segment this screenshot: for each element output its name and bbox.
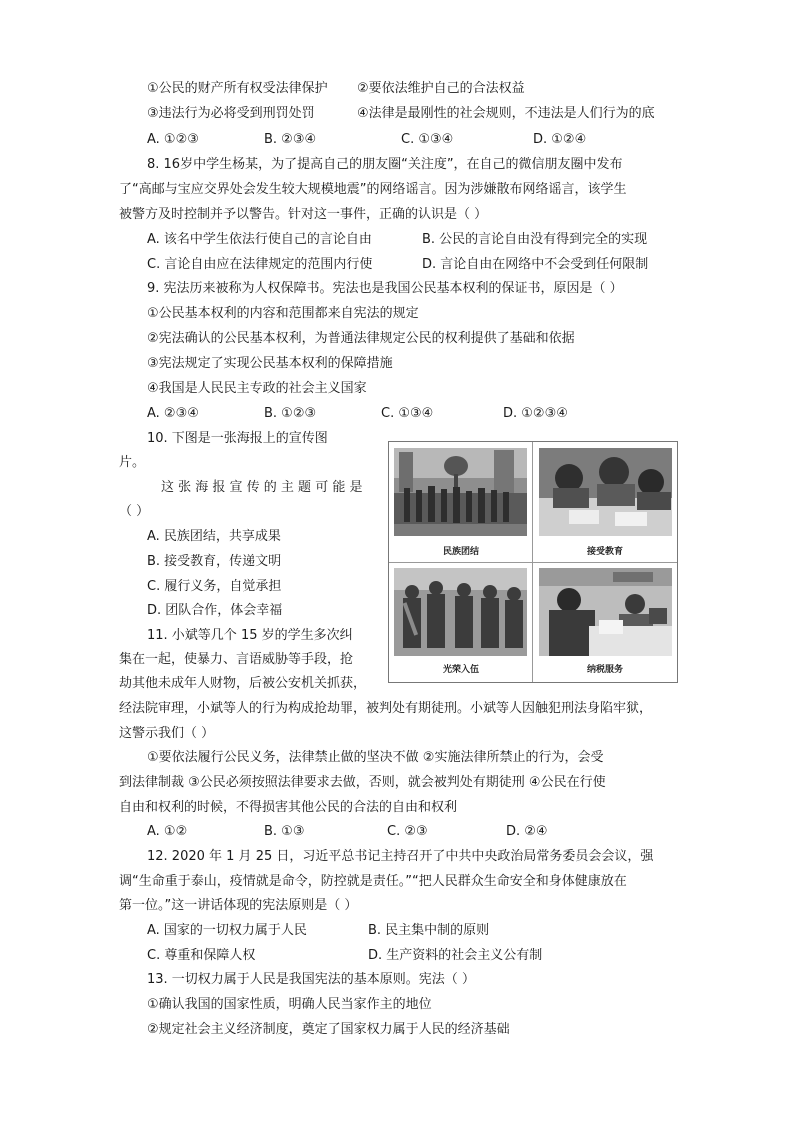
q8-option-a: A. 该名中学生依法行使自己的言论自由 (147, 232, 372, 247)
q7-statement-3: ③违法行为必将受到刑罚处罚 (147, 106, 315, 121)
q10-option-b: B. 接受教育，传递文明 (147, 554, 282, 569)
q13-statement-1: ①确认我国的国家性质，明确人民当家作主的地位 (147, 997, 432, 1012)
q11-statements-line-2: 到法律制裁 ③公民必须按照法律要求去做，否则，就会被判处有期徒刑 ④公民在行使 (119, 775, 606, 790)
q11-stem-line-5: 这警示我们（ ） (119, 726, 215, 741)
q7-option-d: D. ①②④ (533, 132, 587, 147)
q7-options (147, 131, 647, 149)
q7-statement-4: ④法律是最刚性的社会规则，不违法是人们行为的底 (357, 106, 655, 121)
poster-caption-3: 光荣入伍 (442, 665, 479, 675)
q9-statement-3: ③宪法规定了实现公民基本权利的保障措施 (147, 356, 393, 371)
q11-stem-line-4: 经法院审理，小斌等人的行为构成抢劫罪，被判处有期徒刑。小斌等人因触犯刑法身陷牢狱， (119, 701, 653, 716)
q7-option-c: C. ①③④ (401, 132, 454, 147)
q12-stem-line-1: 12. 2020 年 1 月 25 日，习近平总书记主持召开了中共中央政治局常务委员会会议，强 (147, 849, 654, 864)
photo-military-enlistment (394, 568, 527, 656)
photo-education (539, 448, 672, 536)
q10-stem-line-4: （ ） (119, 504, 150, 519)
q11-stem-line-2: 集在一起，使暴力、言语威胁等手段，抢 (119, 652, 354, 667)
poster-divider-horizontal (389, 562, 677, 563)
q10-stem-line-2: 片。 (119, 455, 146, 470)
q10-stem-line-1: 10. 下图是一张海报上的宣传图 (147, 431, 328, 446)
q8-option-c: C. 言论自由应在法律规定的范围内行使 (147, 257, 373, 272)
q12-option-b: B. 民主集中制的原则 (368, 923, 490, 938)
q9-statement-4: ④我国是人民民主专政的社会主义国家 (147, 381, 367, 396)
q11-option-a: A. ①② (147, 824, 188, 839)
q8-stem-line-1: 8. 16岁中学生杨某，为了提高自己的朋友圈“关注度”，在自己的微信朋友圈中发布 (147, 157, 623, 172)
q10-stem-line-3: 这 张 海 报 宣 传 的 主 题 可 能 是 (161, 480, 363, 495)
q8-option-d: D. 言论自由在网络中不会受到任何限制 (422, 257, 649, 272)
q12-stem-line-2: 调“生命重于泰山，疫情就是命令，防控就是责任。”“把人民群众生命安全和身体健康放在 (119, 874, 627, 889)
q9-option-c: C. ①③④ (381, 406, 434, 421)
q7-option-a: A. ①②③ (147, 132, 199, 147)
q9-option-d: D. ①②③④ (503, 406, 568, 421)
q7-statement-1: ①公民的财产所有权受法律保护 (147, 81, 328, 96)
q12-option-a: A. 国家的一切权力属于人民 (147, 923, 307, 938)
poster-image (388, 441, 678, 683)
q9-stem-line-1: 9. 宪法历来被称为人权保障书。宪法也是我国公民基本权利的保证书，原因是（ ） (147, 281, 623, 296)
q10-option-c: C. 履行义务，自觉承担 (147, 579, 282, 594)
q8-stem-line-3: 被警方及时控制并予以警告。针对这一事件，正确的认识是（ ） (119, 207, 488, 222)
q9-option-a: A. ②③④ (147, 406, 199, 421)
q8-option-b: B. 公民的言论自由没有得到完全的实现 (422, 232, 648, 247)
photo-tax-service (539, 568, 672, 656)
photo-ethnic-unity (394, 448, 527, 536)
q11-option-c: C. ②③ (387, 824, 428, 839)
q11-option-b: B. ①③ (264, 824, 305, 839)
q13-stem-line-1: 13. 一切权力属于人民是我国宪法的基本原则。宪法（ ） (147, 972, 475, 987)
q12-stem-line-3: 第一位。”这一讲话体现的宪法原则是（ ） (119, 898, 358, 913)
poster-caption-1: 民族团结 (442, 547, 479, 557)
q10-option-d: D. 团队合作，体会幸福 (147, 603, 283, 618)
q12-option-d: D. 生产资料的社会主义公有制 (368, 948, 543, 963)
q7-statement-2: ②要依法维护自己的合法权益 (357, 81, 525, 96)
q11-statements-line-1: ①要依法履行公民义务，法律禁止做的坚决不做 ②实施法律所禁止的行为，会受 (147, 750, 604, 765)
poster-caption-2: 接受教育 (586, 547, 623, 557)
q9-statement-2: ②宪法确认的公民基本权利，为普通法律规定公民的权利提供了基础和依据 (147, 331, 575, 346)
q9-statement-1: ①公民基本权利的内容和范围都来自宪法的规定 (147, 306, 419, 321)
q11-stem-line-3: 劫其他未成年人财物，后被公安机关抓获， (119, 676, 367, 691)
q11-options (147, 823, 647, 841)
q12-option-c: C. 尊重和保障人权 (147, 948, 256, 963)
q11-statements-line-3: 自由和权利的时候，不得损害其他公民的合法的自由和权利 (119, 800, 458, 815)
q8-stem-line-2: 了“高邮与宝应交界处会发生较大规模地震”的网络谣言。因为涉嫌散布网络谣言，该学生 (119, 182, 627, 197)
q13-statement-2: ②规定社会主义经济制度，奠定了国家权力属于人民的经济基础 (147, 1022, 510, 1037)
q11-option-d: D. ②④ (506, 824, 548, 839)
q9-option-b: B. ①②③ (264, 406, 317, 421)
q11-stem-line-1: 11. 小斌等几个 15 岁的学生多次纠 (147, 628, 353, 643)
q9-options (147, 405, 667, 423)
q7-option-b: B. ②③④ (264, 132, 317, 147)
q10-option-a: A. 民族团结，共享成果 (147, 529, 281, 544)
poster-caption-4: 纳税服务 (586, 665, 623, 675)
